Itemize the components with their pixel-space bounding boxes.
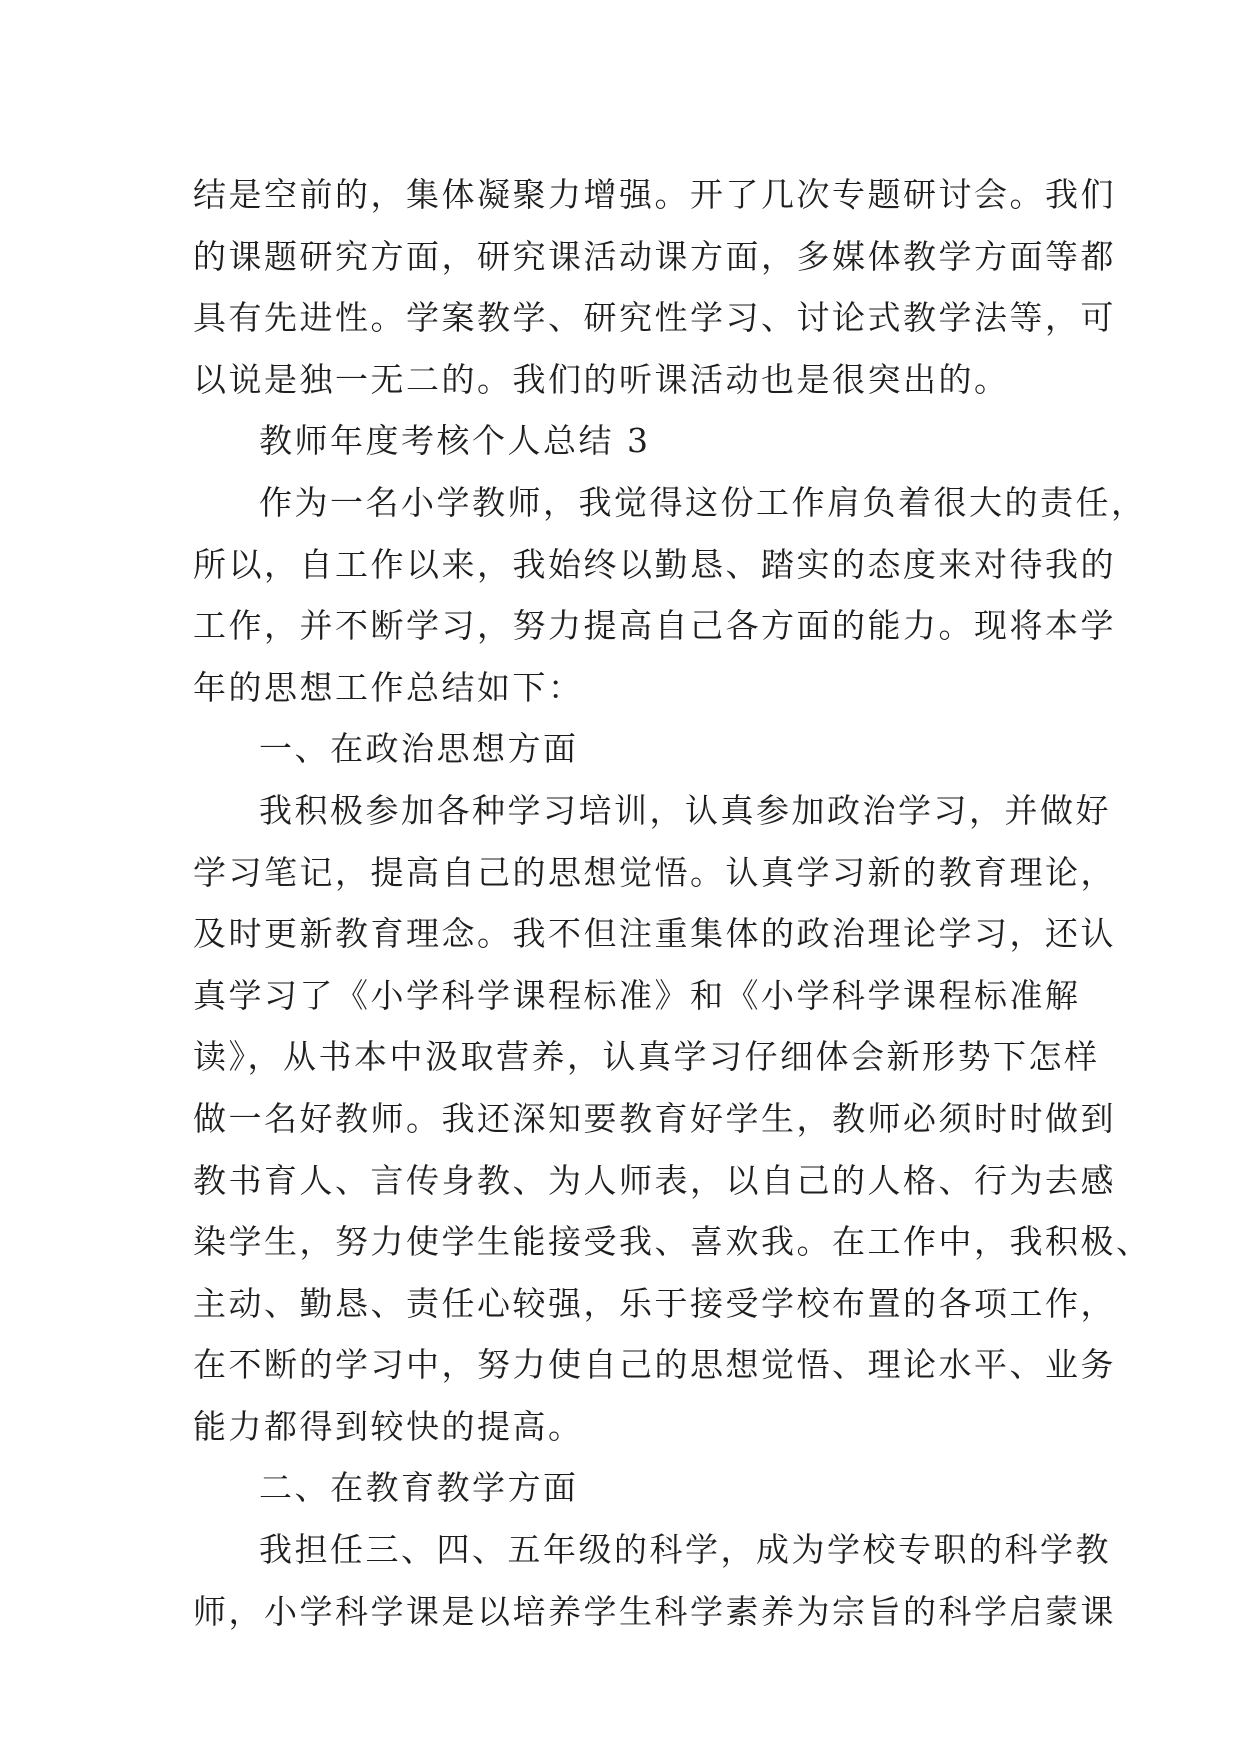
text-line: 染学生，努力使学生能接受我、喜欢我。在工作中，我积极、 <box>193 1222 1152 1262</box>
text-line: 真学习了《小学科学课程标准》和《小学科学课程标准解 <box>193 975 1081 1015</box>
text-line: 我积极参加各种学习培训，认真参加政治学习，并做好 <box>259 790 1111 830</box>
text-line: 能力都得到较快的提高。 <box>193 1406 584 1446</box>
text-line: 一、在政治思想方面 <box>259 729 579 769</box>
text-line: 我担任三、四、五年级的科学，成为学校专职的科学教 <box>259 1530 1111 1570</box>
text-line: 的课题研究方面，研究课活动课方面，多媒体教学方面等都 <box>193 236 1116 276</box>
text-line: 师，小学科学课是以培养学生科学素养为宗旨的科学启蒙课 <box>193 1591 1116 1631</box>
text-line: 二、在教育教学方面 <box>259 1468 579 1508</box>
text-line: 以说是独一无二的。我们的听课活动也是很突出的。 <box>193 359 1010 399</box>
text-line: 主动、勤恳、责任心较强，乐于接受学校布置的各项工作， <box>193 1283 1116 1323</box>
text-line: 所以，自工作以来，我始终以勤恳、踏实的态度来对待我的 <box>193 544 1116 584</box>
text-line: 作为一名小学教师，我觉得这份工作肩负着很大的责任， <box>259 482 1147 522</box>
text-line: 教师年度考核个人总结 3 <box>259 421 651 461</box>
text-line: 具有先进性。学案教学、研究性学习、讨论式教学法等，可 <box>193 298 1116 338</box>
text-line: 工作，并不断学习，努力提高自己各方面的能力。现将本学 <box>193 606 1116 646</box>
text-line: 学习笔记，提高自己的思想觉悟。认真学习新的教育理论， <box>193 852 1116 892</box>
text-line: 读》，从书本中汲取营养，认真学习仔细体会新形势下怎样 <box>193 1037 1100 1077</box>
text-line: 及时更新教育理念。我不但注重集体的政治理论学习，还认 <box>193 914 1116 954</box>
text-line: 做一名好教师。我还深知要教育好学生，教师必须时时做到 <box>193 1098 1116 1138</box>
text-line: 年的思想工作总结如下： <box>193 667 584 707</box>
body-text <box>193 164 1152 1642</box>
text-line: 教书育人、言传身教、为人师表，以自己的人格、行为去感 <box>193 1160 1116 1200</box>
text-line: 结是空前的，集体凝聚力增强。开了几次专题研讨会。我们 <box>193 175 1116 214</box>
text-line: 在不断的学习中，努力使自己的思想觉悟、理论水平、业务 <box>193 1345 1116 1385</box>
